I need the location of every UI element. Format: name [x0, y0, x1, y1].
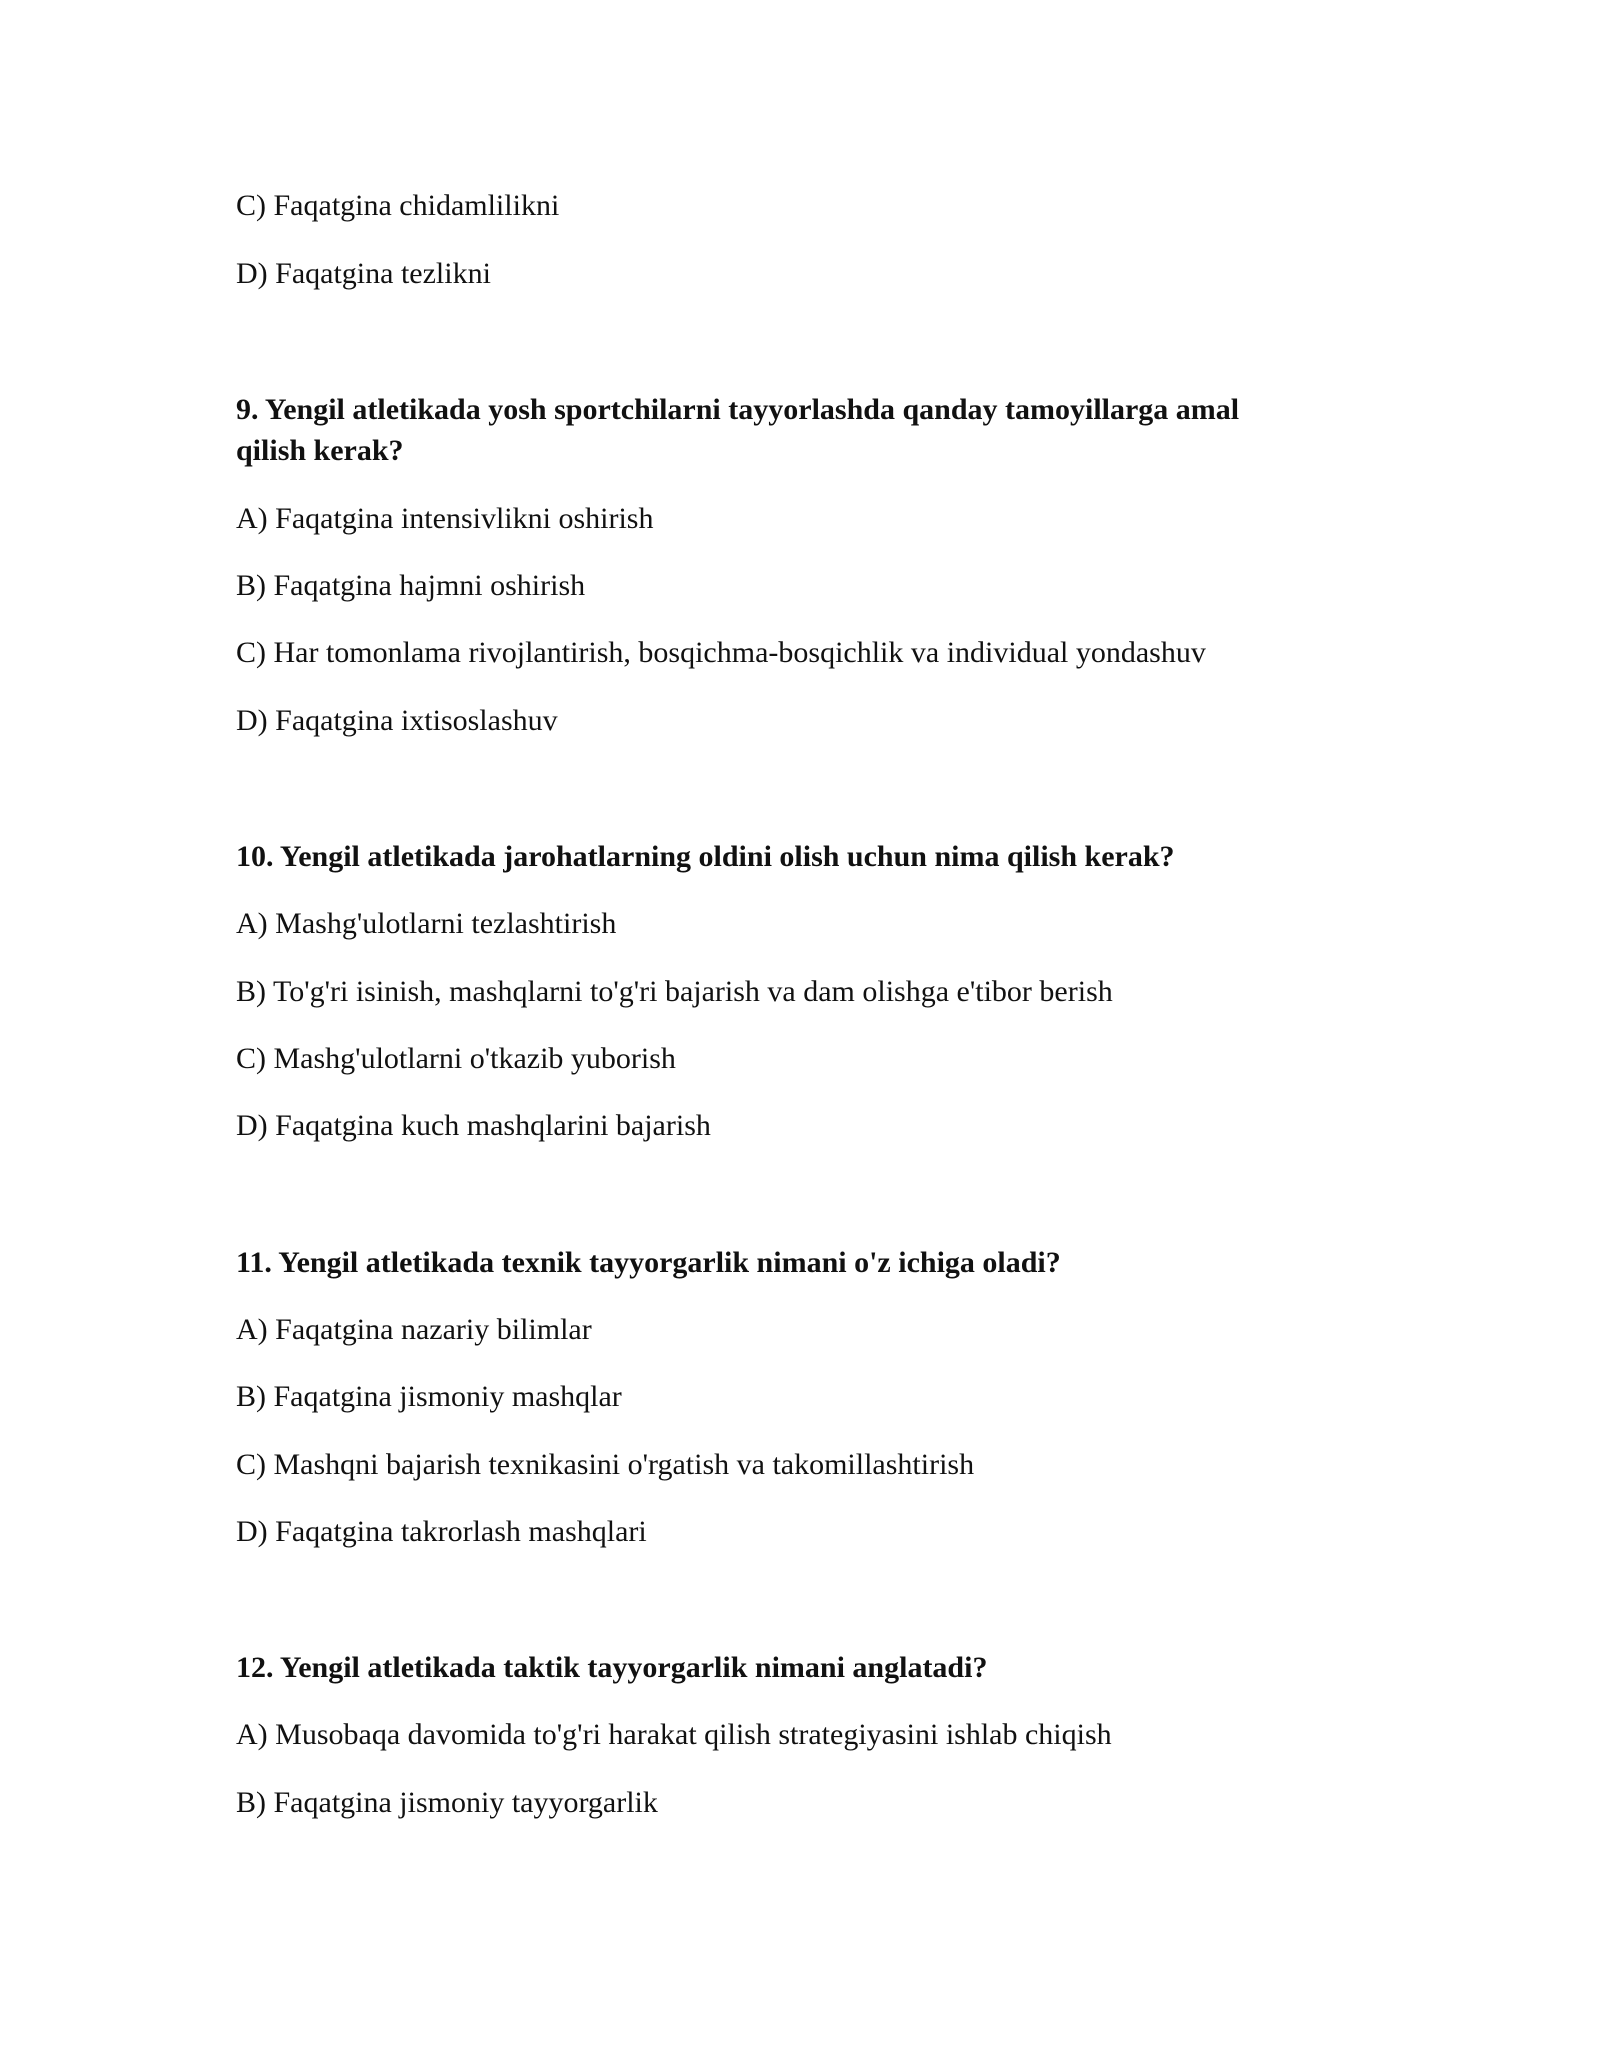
q10-question: 10. Yengil atletikada jarohatlarning oldini olish uchun nima qilish kerak?: [236, 840, 1175, 873]
q12-option-a: A) Musobaqa davomida to'g'ri harakat qilish strategiyasini ishlab chiqish: [236, 1718, 1112, 1751]
q10-option-c: C) Mashg'ulotlarni o'tkazib yuborish: [236, 1042, 676, 1075]
q11-option-b: B) Faqatgina jismoniy mashqlar: [236, 1380, 622, 1413]
q9-question-line-1: 9. Yengil atletikada yosh sportchilarni tayyorlashda qanday tamoyillarga amal: [236, 393, 1240, 426]
q9-question-line-2: qilish kerak?: [236, 434, 404, 467]
q11-option-d: D) Faqatgina takrorlash mashqlari: [236, 1515, 647, 1548]
q10-option-a: A) Mashg'ulotlarni tezlashtirish: [236, 907, 617, 940]
q10-option-d: D) Faqatgina kuch mashqlarini bajarish: [236, 1109, 711, 1142]
q11-question: 11. Yengil atletikada texnik tayyorgarlik nimani o'z ichiga oladi?: [236, 1246, 1061, 1279]
q10-option-b: B) To'g'ri isinish, mashqlarni to'g'ri bajarish va dam olishga e'tibor berish: [236, 975, 1113, 1008]
q11-option-a: A) Faqatgina nazariy bilimlar: [236, 1313, 592, 1346]
q8-option-d: D) Faqatgina tezlikni: [236, 257, 491, 290]
q8-option-c: C) Faqatgina chidamlilikni: [236, 189, 560, 222]
q12-question: 12. Yengil atletikada taktik tayyorgarlik nimani anglatadi?: [236, 1651, 988, 1684]
q9-option-a: A) Faqatgina intensivlikni oshirish: [236, 502, 654, 535]
q11-option-c: C) Mashqni bajarish texnikasini o'rgatish va takomillashtirish: [236, 1448, 975, 1481]
q9-option-b: B) Faqatgina hajmni oshirish: [236, 569, 586, 602]
q9-option-d: D) Faqatgina ixtisoslashuv: [236, 704, 558, 737]
q12-option-b: B) Faqatgina jismoniy tayyorgarlik: [236, 1786, 658, 1819]
q9-option-c: C) Har tomonlama rivojlantirish, bosqichma-bosqichlik va individual yondashuv: [236, 636, 1206, 669]
